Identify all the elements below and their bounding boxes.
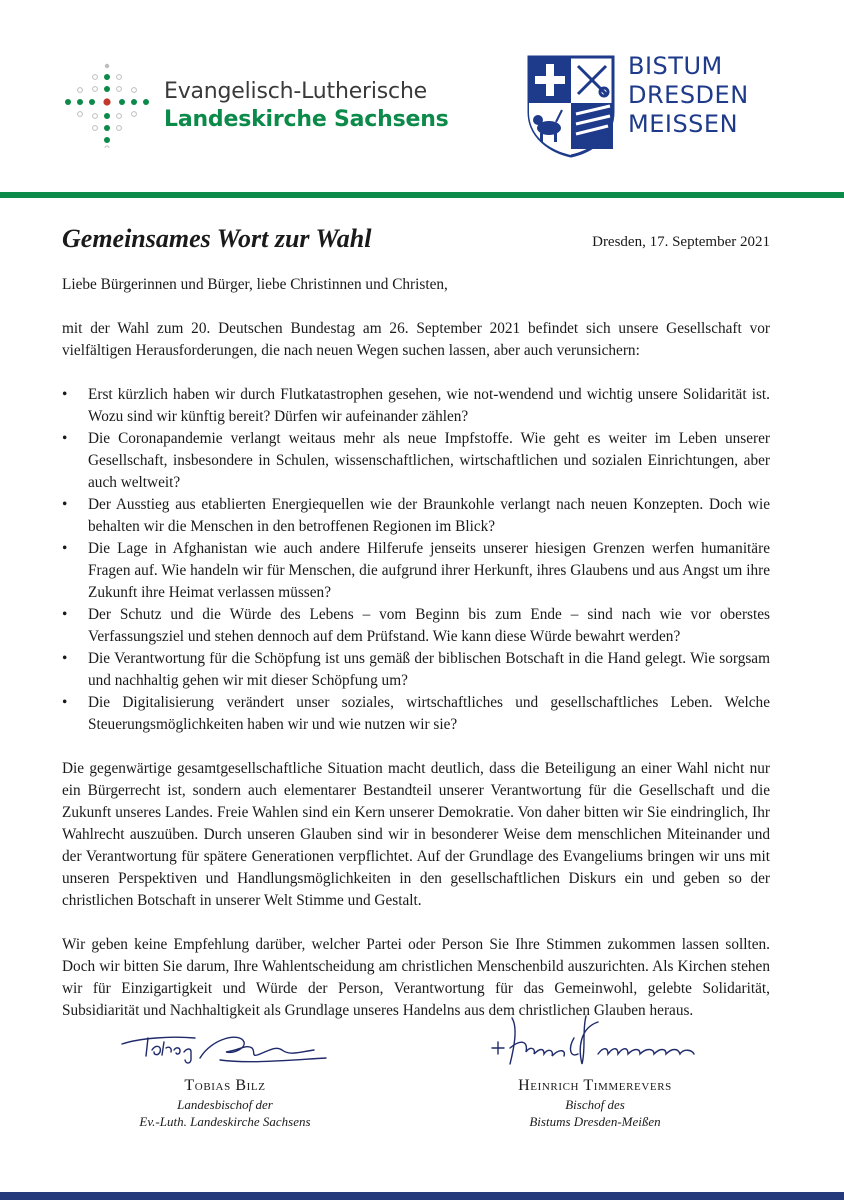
bullet-icon: •	[62, 496, 68, 513]
signature-block-bilz	[100, 1008, 350, 1130]
footer-divider	[0, 1192, 844, 1200]
bullet-icon: •	[62, 386, 68, 403]
letterhead	[0, 0, 844, 200]
list-item	[62, 494, 770, 538]
intro-paragraph: mit der Wahl zum 20. Deutschen Bundestag am 26. September 2021 befindet sich unsere Gesellschaft vor vielfältigen Herausforderungen, die nach neuen Wegen suchen lassen, aber auch verunsichern:	[62, 320, 770, 359]
handwritten-signature-timmerevers	[470, 1008, 720, 1070]
signatory-name-bilz: Tobias Bilz	[184, 1077, 266, 1094]
list-item	[62, 538, 770, 604]
bistum-name-line3: MEISSEN	[628, 110, 739, 138]
list-item	[62, 428, 770, 494]
signatory-name-timmerevers: Heinrich Timmerevers	[518, 1077, 672, 1094]
signatory-role-line1-bilz: Landesbischof der	[177, 1097, 273, 1112]
bistum-name-line1: BISTUM	[628, 52, 723, 80]
signatory-role-line2-bilz: Ev.-Luth. Landeskirche Sachsens	[139, 1114, 311, 1129]
bistum-coat-of-arms-icon	[526, 54, 616, 158]
list-item	[62, 604, 770, 648]
list-item-text: Die Lage in Afghanistan wie auch andere Hilferufe jenseits unserer hiesigen Grenzen werfen humanitäre Fragen auf. Wie handeln wir für Menschen, die aufgrund ihrer Herkunft, ihres Glaubens und aus Angst um ihre Zukunft ihre Heimat verlassen müssen?	[88, 540, 770, 601]
list-item-text: Der Schutz und die Würde des Lebens – vom Beginn bis zum Ende – sind nach wie vor oberstes Verfassungsziel und stehen dennoch auf dem Prüfstand. Wie kann diese Würde bewahrt werden?	[88, 606, 770, 645]
bullet-icon: •	[62, 430, 68, 447]
handwritten-signature-bilz	[100, 1008, 350, 1070]
elk-wordmark	[164, 78, 449, 134]
list-item-text: Die Coronapandemie verlangt weitaus mehr als neue Impfstoffe. Wie geht es weiter im Leben unserer Gesellschaft, insbesondere in Schulen, wissenschaftlichen, wirtschaftlichen und sozialen Einrichtungen, aber auch weltweit?	[88, 430, 770, 491]
signatory-role-line1-timmerevers: Bischof des	[565, 1097, 625, 1112]
document-title: Gemeinsames Wort zur Wahl	[62, 224, 372, 253]
elk-name-line1: Evangelisch-Lutherische	[164, 79, 428, 104]
bistum-name-line2: DRESDEN	[628, 81, 749, 109]
list-item-text: Die Digitalisierung verändert unser soziales, wirtschaftliches und gesellschaftliches Leben. Welche Steuerungsmöglichkeiten haben wir und wie nutzen wir sie?	[88, 694, 770, 733]
letter-body	[62, 274, 770, 1044]
bullet-icon: •	[62, 650, 68, 667]
document-date: Dresden, 17. September 2021	[592, 234, 770, 250]
list-item-text: Erst kürzlich haben wir durch Flutkatastrophen gesehen, wie not-wendend und wichtig unsere Solidarität ist. Wozu sind wir künftig bereit? Dürfen wir aufeinander zählen?	[88, 386, 770, 425]
bistum-wordmark	[628, 52, 749, 139]
signatory-role-line2-timmerevers: Bistums Dresden-Meißen	[529, 1114, 661, 1129]
bullet-icon: •	[62, 540, 68, 557]
elk-name-line2: Landeskirche Sachsens	[164, 107, 449, 132]
elk-cross-logo-icon	[62, 62, 152, 148]
concerns-list	[62, 384, 770, 736]
body-paragraph-1: Die gegenwärtige gesamtgesellschaftliche Situation macht deutlich, dass die Beteiligung an einer Wahl nicht nur ein Bürgerrecht ist, sondern auch elementarer Bestandteil unserer Verantwortung für die Gesellschaft und die Zukunft unseres Landes. Freie Wahlen sind ein Kern unserer Demokratie. Von daher bitten wir Sie eindringlich, Ihr Wahlrecht auszuüben. Durch unseren Glauben sind wir in besonderer Weise dem menschlichen Miteinander und der Verantwortung für spätere Generationen verpflichtet. Auf der Grundlage des Evangeliums bringen wir uns mit unseren Perspektiven und Handlungsmöglichkeiten in den gesellschaftlichen Diskurs ein und geben so der christlichen Botschaft in unserer Welt Stimme und Gestalt.	[62, 760, 770, 909]
salutation: Liebe Bürgerinnen und Bürger, liebe Christinnen und Christen,	[62, 276, 448, 293]
list-item-text: Die Verantwortung für die Schöpfung ist uns gemäß der biblischen Botschaft in die Hand gelegt. Wie sorgsam und nachhaltig gehen wir mit dieser Schöpfung um?	[88, 650, 770, 689]
list-item	[62, 648, 770, 692]
signature-timmerevers-icon	[470, 1008, 720, 1070]
bullet-icon: •	[62, 606, 68, 623]
body-paragraph-2: Wir geben keine Empfehlung darüber, welcher Partei oder Person Sie Ihre Stimmen zukommen lassen sollten. Doch wir bitten Sie darum, Ihre Wahlentscheidung am christlichen Menschenbild auszurichten. Als Kirchen stehen wir für Einzigartigkeit und Würde der Person, Verantwortung für das Gemeinwohl, gelebte Solidarität, Subsidiarität und Nachhaltigkeit als Grundlage unseres Handelns aus dem christlichen Glauben heraus.	[62, 936, 770, 1019]
signature-block-timmerevers	[470, 1008, 720, 1130]
list-item-text: Der Ausstieg aus etablierten Energiequellen wie der Braunkohle verlangt nach neuen Konzepten. Doch wie behalten wir die Menschen in den betroffenen Regionen im Blick?	[88, 496, 770, 535]
signature-bilz-icon	[100, 1008, 350, 1070]
header-divider	[0, 192, 844, 198]
list-item	[62, 692, 770, 736]
list-item	[62, 384, 770, 428]
bullet-icon: •	[62, 694, 68, 711]
